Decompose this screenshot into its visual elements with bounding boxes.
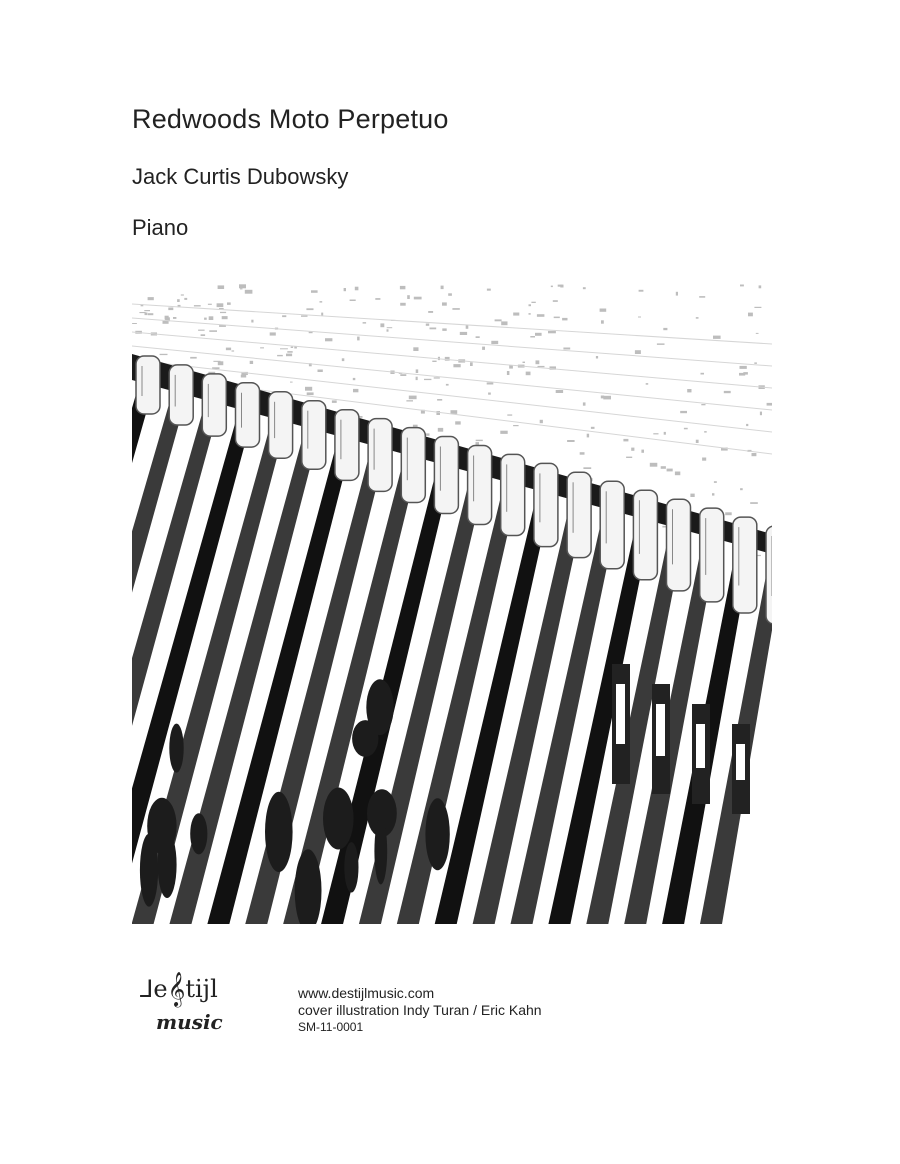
sheet-speckle [232, 350, 235, 351]
sheet-speckle [470, 362, 473, 366]
publisher-credits [298, 985, 542, 1036]
sheet-speckle [553, 300, 558, 302]
hammer-head [567, 472, 591, 557]
sheet-speckle [198, 330, 205, 331]
hammer-head [136, 356, 160, 414]
sheet-speckle [451, 410, 458, 414]
sheet-speckle [426, 324, 429, 326]
damper-shadow [425, 798, 449, 870]
hammer-head [733, 517, 757, 613]
damper-shadow [169, 724, 183, 773]
sheet-speckle [209, 330, 217, 332]
sheet-speckle [748, 313, 753, 317]
sheet-speckle [699, 296, 705, 298]
sheet-speckle [306, 308, 313, 310]
sheet-speckle [759, 285, 762, 288]
sheet-speckle [600, 309, 607, 312]
sheet-speckle [714, 481, 717, 483]
sheet-speckle [538, 366, 545, 367]
sheet-speckle [145, 313, 148, 316]
sheet-speckle [416, 377, 418, 380]
sheet-speckle [507, 371, 510, 375]
sheet-speckle [696, 440, 699, 443]
hammer-head [302, 401, 326, 470]
sheet-speckle [513, 313, 519, 316]
hammer-head [468, 446, 492, 525]
sheet-speckle [239, 284, 246, 288]
sheet-speckle [287, 351, 292, 353]
sheet-speckle [752, 453, 757, 456]
sheet-speckle [739, 373, 745, 376]
sheet-speckle [641, 450, 644, 453]
sheet-speckle [513, 425, 519, 426]
sheet-speckle [318, 370, 323, 373]
sheet-speckle [353, 378, 356, 380]
sheet-speckle [583, 402, 586, 405]
damper-shadow [374, 818, 387, 885]
sheet-speckle [623, 439, 628, 442]
sheet-speckle [690, 494, 694, 497]
sheet-speckle [286, 354, 292, 357]
hammer-head [700, 508, 724, 602]
hammer-head [501, 454, 525, 535]
hammer-head [667, 499, 691, 591]
sheet-speckle [740, 488, 743, 490]
sheet-speckle [301, 315, 308, 316]
sheet-speckle [701, 373, 705, 375]
sheet-speckle [580, 452, 585, 455]
sheet-speckle [160, 354, 168, 355]
sheet-speckle [650, 463, 658, 467]
sheet-speckle [250, 361, 253, 364]
sheet-speckle [667, 469, 673, 472]
key-highlight [696, 724, 705, 768]
sheet-speckle [453, 364, 460, 367]
publisher-website[interactable]: www.destijlmusic.com [298, 985, 435, 1001]
sheet-speckle [702, 458, 706, 461]
sheet-speckle [601, 320, 604, 323]
sheet-speckle [442, 302, 447, 305]
sheet-speckle [194, 305, 201, 306]
sheet-speckle [227, 302, 231, 305]
hammer-head [534, 463, 558, 546]
hammer-head [401, 428, 425, 503]
sheet-speckle [455, 421, 461, 424]
sheet-speckle [144, 310, 150, 311]
sheet-speckle [428, 311, 433, 313]
sheet-speckle [635, 350, 641, 354]
sheet-speckle [342, 358, 345, 361]
sheet-speckle [380, 323, 384, 327]
sheet-speckle [438, 428, 443, 432]
sheet-speckle [222, 316, 228, 319]
sheet-speckle [740, 285, 744, 287]
sheet-speckle [696, 317, 699, 319]
sheet-speckle [500, 431, 507, 434]
hammer-head [169, 365, 193, 425]
sheet-speckle [434, 377, 440, 378]
sheet-speckle [414, 297, 422, 300]
sheet-speckle [173, 317, 176, 319]
sheet-speckle [746, 424, 748, 426]
sheet-speckle [487, 289, 491, 291]
sheet-speckle [653, 433, 658, 434]
key-highlight [736, 744, 745, 780]
sheet-speckle [204, 318, 207, 320]
sheet-speckle [567, 440, 575, 442]
sheet-speckle [663, 328, 667, 330]
sheet-speckle [400, 303, 406, 306]
sheet-speckle [756, 333, 759, 334]
cover-illustration [132, 284, 772, 924]
sheet-speckle [321, 313, 323, 316]
sheet-speckle [536, 360, 540, 364]
piano-action-illustration [132, 284, 772, 924]
key-highlight [616, 684, 625, 744]
sheet-speckle [132, 323, 137, 324]
sheet-speckle [375, 298, 380, 300]
sheet-speckle [603, 396, 611, 400]
sheet-speckle [495, 319, 502, 321]
sheet-speckle [277, 355, 283, 356]
sheet-speckle [208, 304, 212, 305]
sheet-speckle [596, 356, 598, 359]
sheet-speckle [350, 300, 356, 302]
sheet-speckle [491, 341, 498, 344]
sheet-speckle [291, 347, 293, 348]
sheet-speckle [320, 301, 323, 303]
sheet-speckle [363, 322, 367, 324]
sheet-speckle [466, 325, 469, 329]
sheet-speckle [307, 392, 314, 395]
sheet-speckle [260, 347, 264, 348]
sheet-speckle [442, 328, 446, 331]
sheet-speckle [583, 467, 591, 469]
sheet-speckle [218, 361, 224, 365]
sheet-speckle [344, 288, 346, 291]
sheet-speckle [526, 372, 531, 376]
sheet-speckle [217, 303, 224, 307]
sheet-speckle [413, 347, 418, 351]
damper-shadow [265, 792, 293, 872]
sheet-speckle [416, 369, 419, 373]
sheet-speckle [437, 399, 442, 401]
sheet-speckle [452, 308, 459, 310]
sheet-speckle [563, 348, 570, 350]
sheet-speckle [282, 315, 286, 317]
sheet-speckle [676, 292, 678, 296]
damper-shadow [140, 834, 158, 907]
sheet-speckle [270, 332, 276, 335]
sheet-speckle [558, 285, 563, 287]
sheet-speckle [280, 348, 288, 349]
treble-clef-icon: 𝄞 [167, 972, 186, 1007]
sheet-speckle [556, 390, 563, 393]
score-title: Redwoods Moto Perpetuo [132, 104, 449, 134]
sheet-speckle [509, 365, 513, 368]
sheet-speckle [680, 411, 687, 413]
sheet-speckle [148, 297, 154, 300]
sheet-speckle [530, 336, 535, 338]
sheet-speckle [754, 362, 757, 364]
sheet-speckle [407, 295, 410, 299]
sheet-speckle [181, 294, 184, 295]
hammer-head [633, 490, 657, 580]
sheet-speckle [400, 286, 406, 289]
hammer-head [269, 392, 293, 458]
sheet-speckle [432, 361, 436, 362]
sheet-speckle [535, 333, 542, 336]
sheet-speckle [712, 493, 714, 495]
sheet-speckle [701, 404, 705, 405]
damper-shadow [323, 788, 354, 850]
sheet-speckle [523, 362, 526, 363]
sheet-speckle [163, 321, 169, 324]
sheet-speckle [148, 313, 154, 315]
sheet-speckle [587, 434, 589, 438]
sheet-speckle [757, 555, 761, 556]
sheet-speckle [184, 298, 187, 300]
sheet-speckle [540, 420, 543, 423]
sheet-speckle [529, 313, 531, 315]
sheet-speckle [562, 318, 567, 321]
sheet-speckle [631, 448, 634, 451]
key-highlight [656, 704, 665, 756]
damper-shadow [190, 813, 207, 854]
composer-name: Jack Curtis Dubowsky [132, 164, 349, 189]
sheet-speckle [657, 343, 665, 345]
sheet-speckle [531, 302, 535, 303]
sheet-speckle [448, 293, 452, 296]
illustration-credit: cover illustration Indy Turan / Eric Kahn [298, 1002, 542, 1018]
sheet-speckle [664, 432, 666, 435]
sheet-speckle [446, 384, 449, 386]
sheet-speckle [487, 382, 494, 384]
damper-shadow [352, 720, 378, 757]
sheet-speckle [406, 400, 413, 401]
sheet-speckle [687, 389, 691, 392]
sheet-speckle [724, 391, 731, 393]
sheet-speckle [226, 348, 231, 351]
sheet-speckle [355, 287, 359, 291]
hammer-head [600, 481, 624, 568]
sheet-speckle [400, 374, 406, 376]
sheet-speckle [501, 321, 507, 325]
sheet-speckle [583, 287, 586, 289]
sheet-speckle [548, 331, 556, 333]
sheet-speckle [626, 457, 632, 458]
sheet-speckle [430, 328, 437, 330]
sheet-speckle [675, 472, 680, 476]
sheet-speckle [168, 308, 173, 311]
sheet-speckle [476, 442, 480, 445]
sheet-speckle [767, 403, 772, 406]
sheet-speckle [476, 336, 480, 338]
sheet-speckle [218, 285, 225, 289]
sheet-speckle [488, 393, 491, 395]
publisher-logo [140, 970, 240, 1046]
sheet-speckle [165, 316, 169, 320]
sheet-speckle [240, 288, 243, 289]
damper-shadow [344, 842, 358, 892]
sheet-speckle [441, 286, 444, 290]
hammer-head [368, 419, 392, 492]
sheet-speckle [740, 366, 747, 369]
logo-wordmark: ⅃e𝄞tijl [140, 972, 218, 1007]
sheet-speckle [387, 327, 393, 328]
hammer-head [236, 383, 260, 447]
sheet-speckle [424, 379, 431, 380]
sheet-speckle [460, 332, 467, 335]
sheet-speckle [332, 400, 337, 403]
sheet-speckle [684, 428, 688, 430]
sheet-speckle [177, 299, 180, 302]
sheet-speckle [639, 290, 644, 292]
sheet-speckle [409, 396, 417, 400]
logo-subtitle: music [156, 1010, 223, 1034]
sheet-speckle [638, 317, 641, 318]
hammer-head [766, 526, 772, 624]
sheet-speckle [704, 431, 707, 433]
sheet-speckle [245, 290, 253, 294]
instrument-name: Piano [132, 215, 189, 240]
hammer-head [335, 410, 359, 481]
sheet-speckle [436, 411, 440, 415]
sheet-speckle [750, 502, 758, 504]
sheet-speckle [725, 512, 732, 515]
sheet-speckle [482, 347, 485, 350]
sheet-speckle [476, 440, 483, 441]
sheet-speckle [353, 389, 358, 392]
sheet-speckle [413, 425, 418, 427]
sheet-speckle [190, 357, 197, 359]
catalog-number: SM-11-0001 [298, 1020, 364, 1034]
sheet-speckle [661, 466, 666, 469]
sheet-speckle [537, 314, 545, 317]
sheet-speckle [241, 375, 246, 378]
sheet-speckle [311, 290, 318, 293]
sheet-speckle [290, 382, 293, 383]
sheet-speckle [209, 316, 214, 320]
sheet-speckle [554, 317, 560, 319]
sheet-speckle [387, 329, 389, 331]
sheet-speckle [713, 336, 721, 339]
sheet-speckle [220, 312, 226, 313]
sheet-speckle [305, 387, 312, 391]
sheet-speckle [357, 337, 360, 341]
sheet-speckle [529, 304, 532, 306]
hammer-head [434, 437, 458, 514]
sheet-speckle [251, 320, 253, 323]
hammer-head [202, 374, 226, 436]
sheet-speckle [325, 338, 332, 341]
sheet-speckle [551, 286, 553, 288]
sheet-speckle [760, 412, 762, 416]
sheet-speckle [646, 383, 649, 385]
sheet-speckle [507, 414, 512, 415]
sheet-speckle [754, 307, 761, 308]
sheet-speckle [591, 427, 595, 429]
sheet-speckle [201, 334, 206, 336]
